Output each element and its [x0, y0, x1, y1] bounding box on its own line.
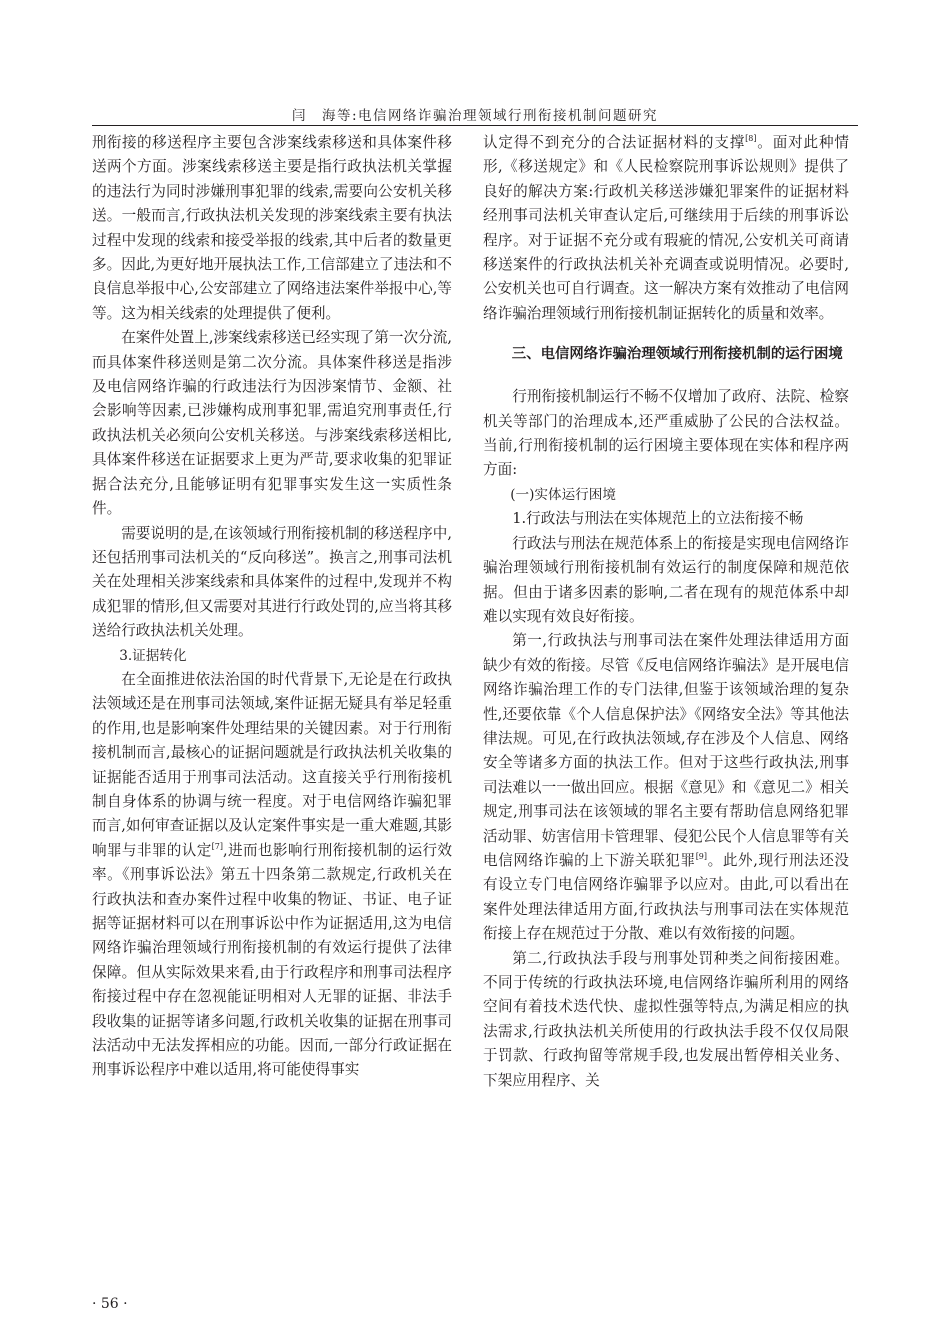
page-number: · 56 ·	[92, 1296, 128, 1312]
citation-ref: [9]	[695, 851, 708, 861]
citation-ref: [8]	[745, 134, 757, 143]
paragraph-text: 。面对此种情形,《移送规定》和《人民检察院刑事诉讼规则》提供了良好的解决方案:行政机关移送涉嫌犯罪案件的证据材料经刑事司法机关审查认定后,可继续用于后续的刑事诉讼程序。对于证据不充分或有瑕疵的情况,公安机关可商请移送案件的行政执法机关补充调查或说明情况。必要时,公安机关也可自行调查。这一解决方案有效推动了电信网络诈骗治理领域行刑衔接机制证据转化的质量和效率。	[483, 134, 849, 322]
paragraph: 需要说明的是,在该领域行刑衔接机制的移送程序中,还包括刑事司法机关的“反向移送”。换言之,刑事司法机关在处理相关涉案线索和具体案件的过程中,发现并不构成犯罪的情形,但又需要对其进行行政处罚的,应当将其移送给行政执法机关处理。	[92, 524, 452, 640]
paragraph-text: 在全面推进依法治国的时代背景下,无论是在行政执法领域还是在刑事司法领域,案件证据无疑具有举足轻重的作用,也是影响案件处理结果的关键因素。对于行刑衔接机制而言,最核心的证据问题就是行政执法机关收集的证据能否适用于刑事司法活动。这直接关乎行刑衔接机制自身体系的协调与统一程度。对于电信网络诈骗犯罪而言,如何审查证据以及认定案件事实是一重大难题,其影响罪与非罪的认定	[92, 670, 452, 859]
subsection-heading: 1.行政法与刑法在实体规范上的立法衔接不畅	[512, 510, 804, 528]
paragraph-text: 认定得不到充分的合法证据材料的支撑	[483, 134, 746, 151]
citation-ref: [7]	[211, 841, 223, 851]
header-rule	[92, 125, 858, 126]
running-head: 闫 海等:电信网络诈骗治理领域行刑衔接机制问题研究	[291, 108, 659, 124]
subsection-heading: 3.证据转化	[119, 647, 187, 664]
paragraph	[92, 668, 452, 1083]
paragraph: 第二,行政执法手段与刑事处罚种类之间衔接困难。不同于传统的行政执法环境,电信网络诈骗所利用的网络空间有着技术迭代快、虚拟性强等特点,为满足相应的执法需求,行政执法机关所使用的行政执法手段不仅仅局限于罚款、行政拘留等常规手段,也发展出暂停相关业务、下架应用程序、关	[483, 949, 849, 1089]
paragraph	[483, 131, 849, 326]
paragraph-text: 。此外,现行刑法还没有设立专门电信网络诈骗罪予以应对。由此,可以看出在案件处理法律适用方面,行政执法与刑事司法在实体规范衔接上存在规范过于分散、难以有效衔接的问题。	[483, 851, 849, 943]
paragraph	[483, 629, 849, 946]
section-heading: 三、电信网络诈骗治理领域行刑衔接机制的运行困境	[511, 346, 843, 363]
paragraph: 在案件处置上,涉案线索移送已经实现了第一次分流,而具体案件移送则是第二次分流。具体案件移送是指涉及电信网络诈骗的行政违法行为因涉案情节、金额、社会影响等因素,已涉嫌构成刑事犯罪,需追究刑事责任,行政执法机关必须向公安机关移送。与涉案线索移送相比,具体案件移送在证据要求上更为严苛,要求收集的犯罪证据合法充分,且能够证明有犯罪事实发生这一实质性条件。	[92, 329, 452, 518]
right-column	[483, 131, 849, 1093]
paragraph: 行政法与刑法在规范体系上的衔接是实现电信网络诈骗治理领域行刑衔接机制有效运行的制度保障和规范依据。但由于诸多因素的影响,二者在现有的规范体系中却难以实现有效良好衔接。	[483, 534, 849, 625]
left-column	[92, 131, 452, 1083]
paragraph-text: ,进而也影响行刑衔接机制的运行效率。《刑事诉讼法》第五十四条第二款规定,行政机关在行政执法和查办案件过程中收集的物证、书证、电子证据等证据材料可以在刑事诉讼中作为证据适用,这为电信网络诈骗治理领域行刑衔接机制的有效运行提供了法律保障。但从实际效果来看,由于行政程序和刑事司法程序衔接过程中存在忽视能证明相对人无罪的证据、非法手段收集的证据等诸多问题,行政机关收集的证据在刑事司法活动中无法发挥相应的功能。因而,一部分行政证据在刑事诉讼程序中难以适用,将可能使得事实	[92, 841, 452, 1079]
paragraph-text: 第一,行政执法与刑事司法在案件处理法律适用方面缺少有效的衔接。尽管《反电信网络诈骗法》是开展电信网络诈骗治理工作的专门法律,但鉴于该领域治理的复杂性,还要依靠《个人信息保护法》《网络安全法》等其他法律法规。可见,在行政执法领域,存在涉及个人信息、网络安全等诸多方面的执法工作。但对于这些行政执法,刑事司法难以一一做出回应。根据《意见》和《意见二》相关规定,刑事司法在该领域的罪名主要有帮助信息网络犯罪活动罪、妨害信用卡管理罪、侵犯公民个人信息罪等有关电信网络诈骗的上下游关联犯罪	[483, 632, 849, 869]
paragraph: 刑衔接的移送程序主要包含涉案线索移送和具体案件移送两个方面。涉案线索移送主要是指行政执法机关掌握的违法行为同时涉嫌刑事犯罪的线索,需要向公安机关移送。一般而言,行政执法机关发现的涉案线索主要有执法过程中发现的线索和接受举报的线索,其中后者的数量更多。因此,为更好地开展执法工作,工信部建立了违法和不良信息举报中心,公安部建立了网络违法案件举报中心,等等。这为相关线索的处理提供了便利。	[92, 134, 452, 322]
paragraph: 行刑衔接机制运行不畅不仅增加了政府、法院、检察机关等部门的治理成本,还严重威胁了公民的合法权益。当前,行刑衔接机制的运行困境主要体现在实体和程序两方面:	[483, 388, 849, 479]
subsection-heading: (一)实体运行困境	[510, 486, 616, 503]
